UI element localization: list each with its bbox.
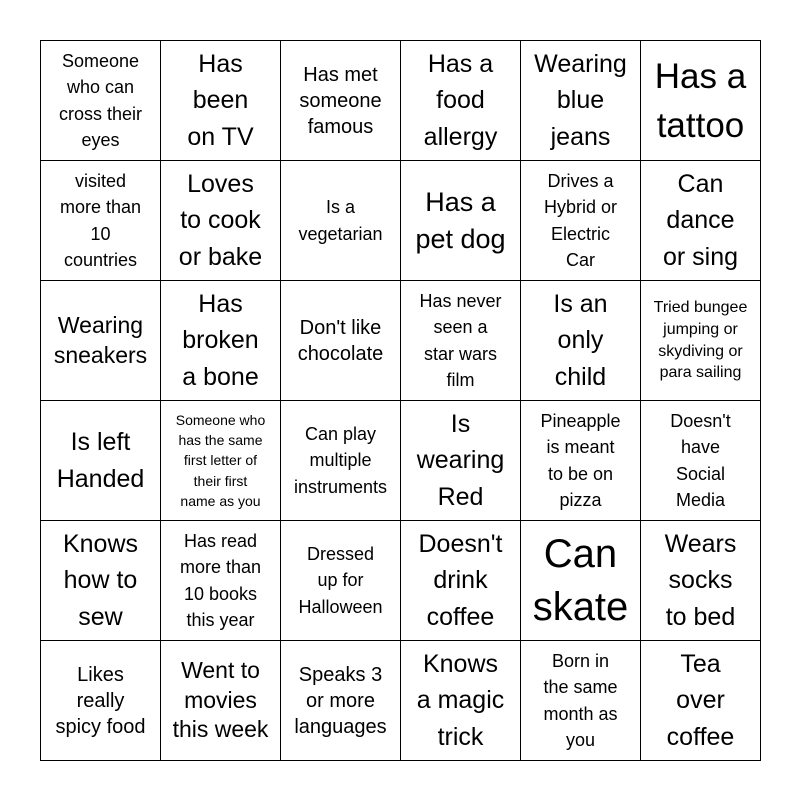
bingo-cell-wearing-sneakers[interactable] xyxy=(41,281,161,401)
bingo-cell-wearing-red[interactable] xyxy=(401,401,521,521)
cell-text: Doesn't drink coffee xyxy=(418,530,503,631)
bingo-cell-doesnt-drink-coffee[interactable] xyxy=(401,521,521,641)
cell-text: Wearing blue jeans xyxy=(534,50,627,151)
cell-text: Born in the same month as you xyxy=(543,651,618,750)
cell-text: Tea over coffee xyxy=(666,650,735,751)
bingo-cell-dance-or-sing[interactable] xyxy=(641,161,761,281)
cell-text: Has a food allergy xyxy=(423,50,498,151)
cell-text: Can play multiple instruments xyxy=(293,424,388,497)
cell-text: Went to movies this week xyxy=(172,656,269,743)
bingo-cell-hybrid-car[interactable] xyxy=(521,161,641,281)
bingo-cell-food-allergy[interactable] xyxy=(401,41,521,161)
bingo-cell-dressed-for-halloween[interactable] xyxy=(281,521,401,641)
bingo-cell-tea-over-coffee[interactable] xyxy=(641,641,761,761)
cell-text: Doesn't have Social Media xyxy=(670,411,731,510)
bingo-cell-multiple-instruments[interactable] xyxy=(281,401,401,521)
cell-text: Has met someone famous xyxy=(299,63,382,138)
cell-text: Dressed up for Halloween xyxy=(298,544,383,617)
bingo-cell-magic-trick[interactable] xyxy=(401,641,521,761)
bingo-cell-broken-bone[interactable] xyxy=(161,281,281,401)
cell-text: Has a tattoo xyxy=(654,56,747,145)
cell-text: Someone who can cross their eyes xyxy=(58,51,143,150)
bingo-cell-met-someone-famous[interactable] xyxy=(281,41,401,161)
cell-text: Wearing sneakers xyxy=(53,311,148,368)
bingo-cell-left-handed[interactable] xyxy=(41,401,161,521)
cell-text: Loves to cook or bake xyxy=(178,170,263,271)
cell-text: Knows a magic trick xyxy=(416,650,505,751)
bingo-cell-speaks-languages[interactable] xyxy=(281,641,401,761)
bingo-cell-visited-countries[interactable] xyxy=(41,161,161,281)
cell-text: Has been on TV xyxy=(187,50,254,151)
cell-text: Is an only child xyxy=(553,290,608,391)
bingo-cell-movies-this-week[interactable] xyxy=(161,641,281,761)
bingo-cell-can-skate[interactable] xyxy=(521,521,641,641)
bingo-cell-same-first-letter[interactable] xyxy=(161,401,281,521)
bingo-cell-cook-or-bake[interactable] xyxy=(161,161,281,281)
bingo-cell-bungee-jumping[interactable] xyxy=(641,281,761,401)
bingo-cell-no-social-media[interactable] xyxy=(641,401,761,521)
cell-text: Speaks 3 or more languages xyxy=(294,663,387,738)
bingo-cell-pet-dog[interactable] xyxy=(401,161,521,281)
cell-text: Can dance or sing xyxy=(662,170,739,271)
bingo-cell-dont-like-chocolate[interactable] xyxy=(281,281,401,401)
bingo-cell-cross-eyes[interactable] xyxy=(41,41,161,161)
cell-text: Can skate xyxy=(532,531,629,629)
cell-text: Knows how to sew xyxy=(62,530,139,631)
bingo-cell-socks-to-bed[interactable] xyxy=(641,521,761,641)
bingo-cell-been-on-tv[interactable] xyxy=(161,41,281,161)
bingo-cell-knows-how-to-sew[interactable] xyxy=(41,521,161,641)
cell-text: Drives a Hybrid or Electric Car xyxy=(543,171,618,270)
bingo-cell-born-same-month[interactable] xyxy=(521,641,641,761)
cell-text: Is left Handed xyxy=(56,428,145,493)
bingo-cell-tattoo[interactable] xyxy=(641,41,761,161)
cell-text: Don't like chocolate xyxy=(297,316,384,365)
bingo-cell-read-ten-books[interactable] xyxy=(161,521,281,641)
cell-text: Has read more than 10 books this year xyxy=(179,531,262,630)
bingo-cell-vegetarian[interactable] xyxy=(281,161,401,281)
bingo-cell-pineapple-pizza[interactable] xyxy=(521,401,641,521)
cell-text: Is wearing Red xyxy=(416,410,505,511)
bingo-board xyxy=(40,40,761,761)
cell-text: Tried bungee jumping or skydiving or para sailing xyxy=(653,299,748,382)
bingo-cell-blue-jeans[interactable] xyxy=(521,41,641,161)
cell-text: Likes really spicy food xyxy=(55,663,146,738)
cell-text: Has a pet dog xyxy=(415,187,506,254)
cell-text: Has broken a bone xyxy=(182,290,259,391)
bingo-cell-only-child[interactable] xyxy=(521,281,641,401)
cell-text: visited more than 10 countries xyxy=(59,171,142,270)
cell-text: Is a vegetarian xyxy=(298,197,383,244)
cell-text: Wears socks to bed xyxy=(664,530,737,631)
bingo-cell-never-seen-star-wars[interactable] xyxy=(401,281,521,401)
cell-text: Has never seen a star wars film xyxy=(419,291,502,390)
cell-text: Pineapple is meant to be on pizza xyxy=(540,411,621,510)
cell-text: Someone who has the same first letter of their first name as you xyxy=(175,411,266,509)
bingo-cell-spicy-food[interactable] xyxy=(41,641,161,761)
